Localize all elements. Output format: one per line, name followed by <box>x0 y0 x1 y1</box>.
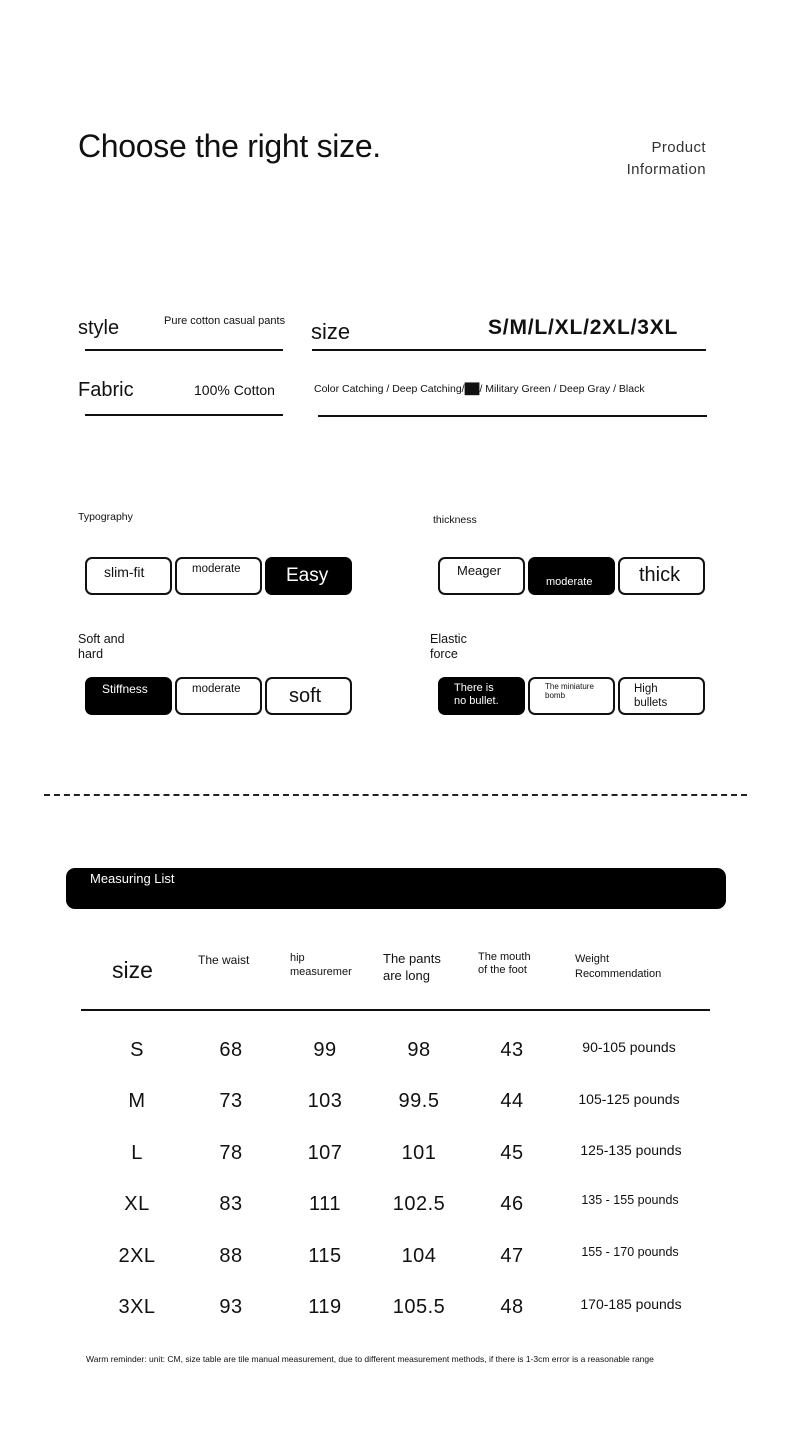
cell-foot: 45 <box>500 1142 524 1164</box>
elastic-option-miniature-bomb[interactable] <box>528 677 615 715</box>
option-label: There is no bullet. <box>454 682 499 707</box>
cell-hip: 103 <box>307 1090 343 1112</box>
option-label: moderate <box>192 683 241 695</box>
option-label: The miniature bomb <box>545 682 594 700</box>
option-label: Meager <box>457 563 502 578</box>
cell-waist: 68 <box>219 1039 243 1061</box>
cell-foot: 47 <box>500 1245 524 1267</box>
cell-length: 105.5 <box>392 1296 446 1318</box>
product-info-line2: Information <box>626 161 706 178</box>
style-value: Pure cotton casual pants <box>164 315 286 327</box>
cell-size: XL <box>124 1193 150 1215</box>
table-header-divider <box>81 1009 710 1011</box>
option-label: Easy <box>286 565 329 586</box>
typography-option-easy[interactable] <box>265 557 352 595</box>
typography-option-slim-fit[interactable] <box>85 557 172 595</box>
cell-foot: 44 <box>500 1090 524 1112</box>
colors-divider <box>318 415 707 417</box>
header-foot-mouth: The mouth of the foot <box>478 951 531 976</box>
cell-waist: 73 <box>219 1090 243 1112</box>
cell-size: 2XL <box>118 1245 156 1267</box>
cell-size: L <box>131 1142 143 1164</box>
product-info-line1: Product <box>651 139 706 156</box>
colors-value: Color Catching / Deep Catching/██/ Military Green / Deep Gray / Black <box>314 383 645 395</box>
softness-label-line2: hard <box>78 647 104 661</box>
thickness-option-meager[interactable] <box>438 557 525 595</box>
typography-label: Typography <box>78 511 133 523</box>
cell-weight: 135 - 155 pounds <box>581 1193 679 1207</box>
cell-size: M <box>128 1090 146 1112</box>
cell-weight: 90-105 pounds <box>582 1039 676 1055</box>
elastic-label-line1: Elastic <box>430 632 467 646</box>
thickness-option-moderate[interactable] <box>528 557 615 595</box>
thickness-option-thick[interactable] <box>618 557 705 595</box>
header-weight: Weight Recommendation <box>575 953 662 980</box>
cell-size: S <box>130 1039 144 1061</box>
cell-length: 102.5 <box>392 1193 446 1215</box>
size-range-value: S/M/L/XL/2XL/3XL <box>488 316 679 339</box>
cell-hip: 119 <box>308 1296 342 1318</box>
section-divider-dashed <box>44 794 747 796</box>
measuring-list-bar <box>66 868 726 909</box>
cell-weight: 155 - 170 pounds <box>581 1245 679 1259</box>
elastic-label-line2: force <box>430 647 458 661</box>
softness-label-line1: Soft and <box>78 632 125 646</box>
option-label: moderate <box>546 576 593 588</box>
option-label: soft <box>289 685 322 707</box>
product-information-label <box>627 137 706 181</box>
elastic-label <box>430 632 467 662</box>
cell-foot: 48 <box>500 1296 524 1318</box>
elastic-option-high-bullets[interactable] <box>618 677 705 715</box>
cell-foot: 46 <box>500 1193 524 1215</box>
fabric-label: Fabric <box>78 379 134 401</box>
header-hip: hip measuremer <box>290 952 352 978</box>
cell-length: 104 <box>401 1245 437 1267</box>
cell-length: 98 <box>407 1039 431 1061</box>
cell-hip: 107 <box>307 1142 343 1164</box>
option-label: Stiffness <box>102 682 148 696</box>
cell-hip: 111 <box>309 1193 341 1215</box>
typography-option-moderate[interactable] <box>175 557 262 595</box>
fabric-value: 100% Cotton <box>194 382 275 398</box>
softness-option-stiffness[interactable] <box>85 677 172 715</box>
thickness-label: thickness <box>433 514 477 526</box>
softness-label <box>78 632 125 662</box>
option-label: moderate <box>192 563 241 575</box>
size-label: size <box>311 319 351 344</box>
size-divider <box>312 349 706 351</box>
page-title: Choose the right size. <box>78 128 381 164</box>
cell-foot: 43 <box>500 1039 524 1061</box>
softness-option-moderate[interactable] <box>175 677 262 715</box>
cell-waist: 93 <box>219 1296 243 1318</box>
measuring-list-title: Measuring List <box>90 871 175 886</box>
cell-waist: 78 <box>219 1142 243 1164</box>
cell-waist: 88 <box>219 1245 243 1267</box>
elastic-option-no-bullet[interactable] <box>438 677 525 715</box>
style-divider <box>85 349 283 351</box>
header-waist: The waist <box>198 953 250 967</box>
option-label: High bullets <box>634 683 668 709</box>
cell-weight: 125-135 pounds <box>580 1142 682 1158</box>
style-label: style <box>78 317 120 339</box>
header-pants-length: The pants are long <box>383 951 441 983</box>
header-size: size <box>112 957 153 983</box>
cell-weight: 170-185 pounds <box>580 1296 682 1312</box>
cell-hip: 115 <box>308 1245 342 1267</box>
cell-size: 3XL <box>118 1296 156 1318</box>
cell-weight: 105-125 pounds <box>578 1091 680 1107</box>
cell-length: 99.5 <box>398 1090 440 1112</box>
cell-waist: 83 <box>219 1193 243 1215</box>
softness-option-soft[interactable] <box>265 677 352 715</box>
option-label: thick <box>639 564 681 586</box>
warm-reminder-note: Warm reminder: unit: CM, size table are tile manual measurement, due to different measurement methods, if there is 1-3cm error is a reasonable range <box>86 1354 654 1364</box>
fabric-divider <box>85 414 283 416</box>
cell-hip: 99 <box>313 1039 337 1061</box>
cell-length: 101 <box>401 1142 437 1164</box>
option-label: slim-fit <box>104 564 145 580</box>
